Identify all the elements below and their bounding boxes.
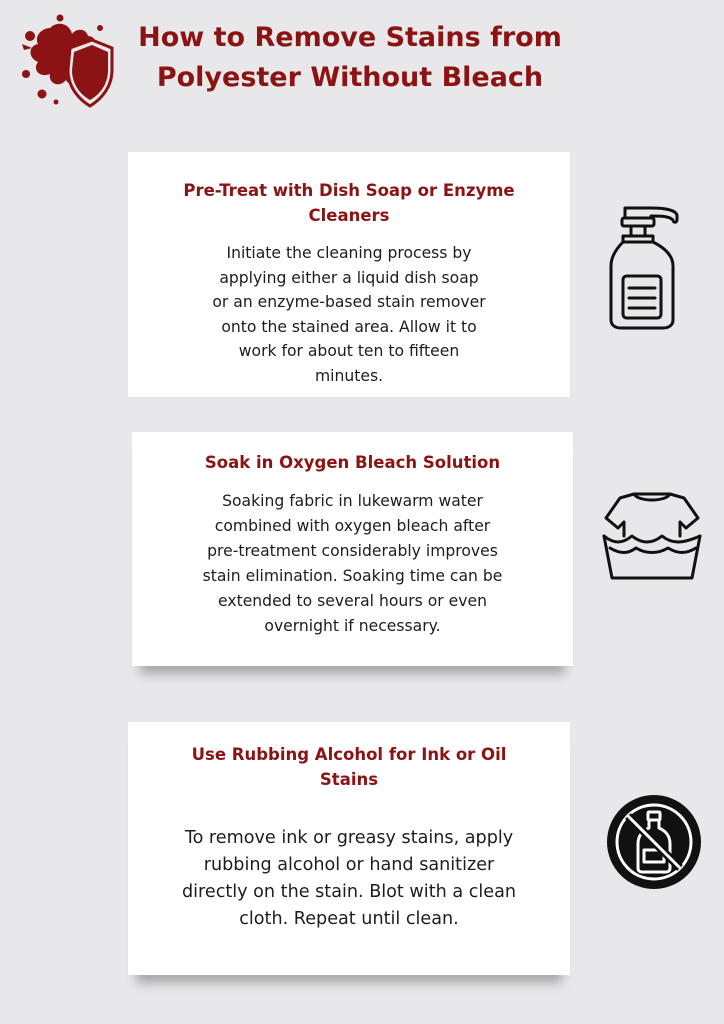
heading-line: Soak in Oxygen Bleach Solution	[204, 453, 501, 472]
no-bleach-bottle-icon	[604, 792, 704, 892]
stain-shield-logo-icon	[20, 14, 114, 112]
heading-line: Cleaners	[308, 206, 390, 225]
section-heading	[152, 450, 553, 475]
body-line: Soaking fabric in lukewarm water	[222, 492, 483, 510]
body-line: onto the stained area. Allow it to	[221, 317, 477, 336]
section-card-alcohol	[128, 722, 570, 975]
section-body	[158, 825, 540, 933]
section-card-soak	[132, 432, 573, 666]
soap-dispenser-icon	[607, 204, 683, 330]
title-line-2: Polyester Without Bleach	[156, 62, 544, 93]
section-body	[172, 489, 533, 639]
body-line: rubbing alcohol or hand sanitizer	[203, 855, 495, 875]
body-line: Initiate the cleaning process by	[226, 244, 472, 262]
body-line: or an enzyme-based stain remover	[212, 293, 486, 311]
body-line: stain elimination. Soaking time can be	[202, 567, 503, 585]
page-title	[124, 18, 576, 98]
body-line: applying either a liquid dish soap	[219, 268, 479, 287]
title-line-1: How to Remove Stains from	[138, 22, 562, 53]
heading-line: Use Rubbing Alcohol for Ink or Oil	[191, 745, 507, 764]
section-body	[168, 241, 530, 388]
section-heading	[158, 742, 540, 792]
body-line: cloth. Repeat until clean.	[239, 909, 459, 929]
body-line: overnight if necessary.	[264, 617, 441, 635]
section-card-pretreat	[128, 152, 570, 397]
body-line: minutes.	[314, 366, 384, 385]
body-line: extended to several hours or even	[218, 592, 487, 610]
soaking-shirt-icon	[600, 488, 704, 582]
body-line: work for about ten to fifteen	[238, 342, 460, 360]
heading-line: Stains	[319, 770, 379, 789]
body-line: pre-treatment considerably improves	[207, 542, 498, 560]
body-line: combined with oxygen bleach after	[214, 517, 491, 535]
heading-line: Pre-Treat with Dish Soap or Enzyme	[183, 181, 515, 200]
body-line: To remove ink or greasy stains, apply	[184, 828, 514, 848]
body-line: directly on the stain. Blot with a clean	[181, 882, 517, 902]
section-heading	[158, 178, 540, 228]
